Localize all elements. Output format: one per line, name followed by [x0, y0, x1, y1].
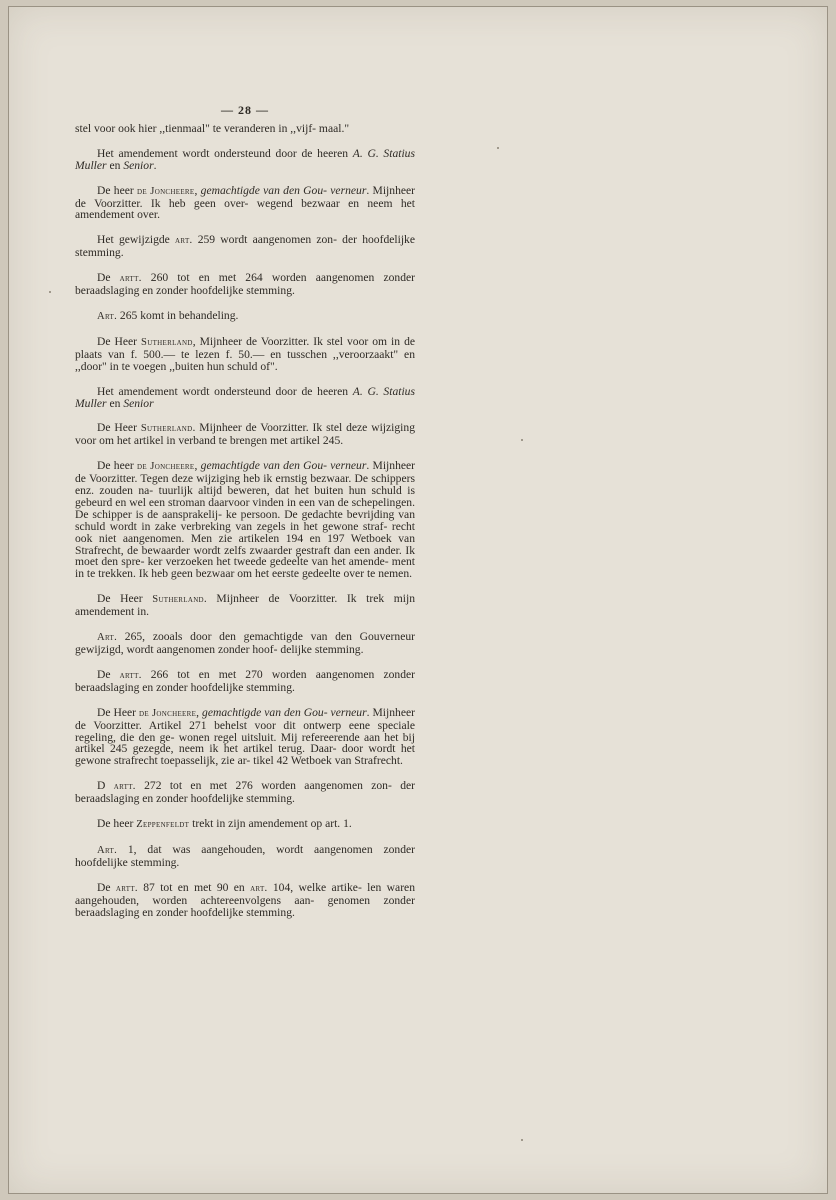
text-run: . Mijnheer de Voorzitter. Ik heb geen over- wegend bezwaar en neem het amendement over.: [75, 183, 416, 222]
paper-speck: [521, 1139, 523, 1141]
paragraph: [75, 844, 415, 869]
paragraph: [75, 882, 415, 919]
paragraph: [75, 185, 415, 222]
page-number: — 28 —: [221, 103, 269, 117]
text-run: en: [106, 158, 124, 172]
text-column: [75, 105, 415, 932]
text-run: De heer: [97, 817, 137, 831]
paper-speck: [497, 147, 499, 149]
text-run: de Joncheere: [139, 707, 197, 719]
text-run: . Mijnheer de Voorzitter. Ik trek mijn amendement in.: [75, 592, 415, 619]
text-run: 1, dat was aangehouden, wordt aangenomen zonder hoofdelijke stemming.: [75, 842, 415, 869]
paragraph: [75, 593, 415, 618]
paper-speck: [521, 439, 523, 441]
paragraph: [75, 234, 415, 259]
text-run: stel voor ook hier ,,tienmaal" te veranderen in ,,vijf- maal.": [75, 121, 350, 135]
text-run: De: [97, 880, 116, 894]
text-run: artt.: [119, 273, 142, 285]
text-run: De Heer: [97, 592, 153, 606]
text-run: artt.: [115, 882, 138, 894]
text-run: 266 tot en met 270 worden aangenomen zonder beraadslaging en zonder hoofdelijke stemming.: [75, 667, 415, 694]
text-run: ,: [194, 459, 201, 473]
text-run: Sutherland: [152, 594, 204, 606]
text-run: 259 wordt aangenomen zon- der hoofdelijke stemming.: [75, 233, 416, 260]
text-run: . Mijnheer de Voorzitter. Ik stel deze wijziging voor om het artikel in verband te brengen met artikel 245.: [75, 421, 415, 448]
text-run: De heer: [97, 459, 138, 473]
text-run: trekt in zijn amendement op art. 1.: [189, 817, 352, 831]
text-run: ,: [194, 183, 201, 197]
text-run: 265 komt in behandeling.: [117, 308, 239, 322]
paragraph: [75, 818, 415, 831]
paragraph: [75, 631, 415, 656]
text-run: De Heer: [97, 705, 140, 719]
text-run: A. G. Statius Muller: [75, 384, 415, 410]
text-run: Senior: [123, 158, 154, 172]
paragraph: [75, 148, 415, 172]
text-run: gemachtigde van den Gou- verneur: [200, 183, 367, 197]
text-run: Art.: [97, 632, 118, 644]
text-run: A. G. Statius Muller: [75, 146, 415, 172]
paragraph: [75, 336, 415, 373]
paragraph: [75, 272, 415, 297]
text-run: de Joncheere: [137, 185, 195, 197]
paper-speck: [49, 291, 51, 293]
text-run: Zeppenfeldt: [136, 819, 190, 831]
text-run: Senior: [123, 396, 154, 410]
text-run: gemachtigde van den Gou- verneur: [202, 705, 367, 719]
text-run: De: [97, 271, 120, 285]
text-run: ,: [196, 705, 203, 719]
text-run: Het gewijzigde: [97, 233, 176, 247]
text-run: 265, zooals door den gemachtigde van den Gouverneur gewijzigd, wordt aangenomen zonder hoof- delijke stemming.: [75, 630, 415, 656]
text-run: D: [97, 779, 114, 793]
text-run: .: [153, 158, 157, 172]
text-run: . Mijnheer de Voorzitter. Artikel 271 behelst voor dit ontwerp eene speciale regeling, die den ge- wonen regel uitsluit. Mij refereerende aan het bij artikel 245 gezegde, neem ik het artikel terug. Daar- door wordt het gewone strafrecht toepasselijk, zie ar- tikel 42 Wetboek van Strafrecht.: [75, 705, 415, 768]
paragraph: [75, 780, 415, 805]
text-run: De Heer: [97, 421, 141, 435]
paragraph: [75, 669, 415, 694]
text-run: . Mijnheer de Voorzitter. Tegen deze wijziging heb ik ernstig bezwaar. De schippers enz. zouden na- tuurlijk altijd beweren, dat het buiten hun schuld is gebeurd en wel een stroman daarvoor vinden in een van de schepelingen. De schipper is de aansprakelij- ke persoon. De gedachte bevrijding van schuld wordt in zake verbreking van zegels in het gewone straf- recht ook niet aangenomen. Men zie artikelen 194 en 197 Wetboek van Strafrecht, de bewaarder wordt zelfs zwaarder gestraft dan een ander. Ik moet den spre- ker verzoeken het tweede gedeelte van het amende- ment in te trekken. Ik heb geen bezwaar om het eerste gedeelte over te nemen.: [75, 459, 416, 581]
text-run: Art.: [97, 310, 118, 322]
paragraph: [75, 310, 415, 323]
text-run: art.: [175, 235, 193, 247]
text-run: 272 tot en met 276 worden aangenomen zon- der beraadslaging en zonder hoofdelijke stemming.: [75, 779, 415, 806]
text-run: Sutherland: [140, 423, 193, 435]
document-page: [8, 6, 828, 1194]
text-run: artt.: [113, 781, 136, 793]
paragraph: [75, 422, 415, 447]
text-run: en: [106, 396, 124, 410]
paragraph: [75, 460, 415, 580]
text-run: Het amendement wordt ondersteund door de heeren: [97, 146, 353, 160]
text-run: Het amendement wordt ondersteund door de heeren: [97, 384, 353, 398]
text-run: 87 tot en met 90 en: [137, 880, 251, 894]
text-run: , Mijnheer de Voorzitter. Ik stel voor om in de plaats van f. 500.— te lezen f. 50.— en tusschen ,,veroorzaakt" en ,,door" in te voegen ,,buiten hun schuld of".: [75, 334, 416, 373]
paragraph: [75, 386, 415, 410]
text-run: art.: [250, 882, 268, 894]
text-run: 104, welke artike- len waren aangehouden, worden achtereenvolgens aan- genomen zonder beraadslaging en zonder hoofdelijke stemming.: [75, 880, 415, 919]
text-run: gemachtigde van den Gou- verneur: [200, 459, 367, 473]
paragraph: [75, 123, 415, 135]
paragraph: [75, 707, 415, 768]
text-run: artt.: [119, 669, 142, 681]
text-run: Art.: [97, 844, 118, 856]
text-run: De heer: [97, 183, 138, 197]
text-run: de Joncheere: [137, 461, 195, 473]
text-run: 260 tot en met 264 worden aangenomen zonder beraadslaging en zonder hoofdelijke stemming.: [75, 271, 415, 298]
text-run: Sutherland: [141, 336, 193, 348]
text-run: De Heer: [97, 334, 142, 348]
text-run: De: [97, 667, 120, 681]
